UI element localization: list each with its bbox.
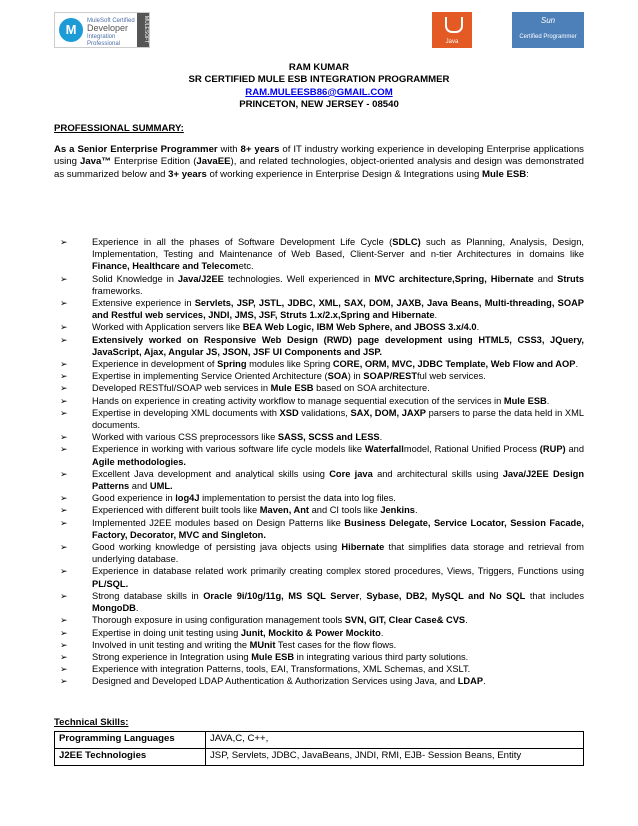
summary-bullet-item [58, 627, 584, 639]
summary-bullet-run: Extensive experience in [92, 298, 195, 309]
summary-bullet-run: etc. [238, 261, 254, 272]
summary-bullet-run: CORE, ORM, MVC, JDBC Template, Web Flow and AOP [332, 359, 576, 370]
summary-bullet-run: Good working knowledge of persisting java objects using [92, 542, 342, 553]
arrow-bullet-icon: ➢ [60, 371, 68, 382]
sun-badge-sub: Certified Programmer [519, 34, 577, 40]
mulesoft-certification-logo [54, 12, 150, 48]
summary-bullet-run: parsers to parse the data held in XML documents. [92, 407, 584, 431]
summary-bullet-run: ) in [347, 371, 364, 382]
java-badge-label: Java [445, 39, 459, 45]
summary-bullet-run: SASS, SCSS and LESS [277, 432, 380, 443]
summary-bullet-run: Designed and Developed LDAP Authentication & Authorization Services using Java, and [92, 676, 458, 687]
summary-bullet-run: (RUP) [539, 444, 566, 455]
summary-bullet-run: LDAP [457, 676, 484, 687]
summary-bullet-run: Spring [217, 359, 247, 370]
summary-bullet-run: that simplifies data storage and retrieval from underlying database. [92, 542, 584, 565]
summary-bullet-run: Java/J2EE [177, 273, 224, 284]
summary-bullet-run: . [476, 322, 480, 333]
summary-bullet-run: XSD [279, 407, 299, 418]
summary-bullet-item [58, 651, 584, 663]
candidate-location: PRINCETON, NEW JERSEY - 08540 [239, 99, 399, 111]
mule-badge-line2: Developer [87, 23, 129, 33]
summary-bullet-run: Strong database skills in [92, 590, 204, 601]
summary-bullet-run: Good experience in [92, 493, 176, 504]
summary-bullet-item [58, 541, 584, 565]
summary-bullet-item [58, 443, 584, 467]
arrow-bullet-icon: ➢ [60, 322, 68, 333]
summary-intro-run: 8+ years [240, 144, 280, 155]
arrow-bullet-icon: ➢ [60, 298, 68, 309]
skills-value: JAVA,C, C++, [206, 732, 584, 749]
summary-bullet-item [58, 382, 584, 394]
summary-bullet-item [58, 468, 584, 492]
summary-bullet-run: Worked with various CSS preprocessors like [92, 432, 278, 443]
skills-row [55, 732, 584, 749]
summary-bullet-run: SOA [327, 371, 348, 382]
summary-bullet-run: Waterfall [364, 444, 404, 455]
summary-bullet-run: Servlets, JSP, JSTL, JDBC, XML, SAX, DOM, JAXB, Java Beans, Multi-threading, SOAP and Restful web services, JNDI, JMS, JSF, Struts 1.x/2.x,Spring and Hibernate [92, 298, 584, 321]
java-certified-icon [445, 17, 463, 33]
summary-bullet-run: Experience in working with various software life cycle models like [92, 444, 365, 455]
summary-bullet-run: Excellent Java development and analytical skills using [92, 468, 330, 479]
arrow-bullet-icon: ➢ [60, 407, 68, 418]
summary-bullet-run: implementation to persist the data into log files. [199, 493, 396, 504]
arrow-bullet-icon: ➢ [60, 517, 68, 528]
summary-bullet-item [58, 236, 584, 273]
summary-bullet-run: and [129, 481, 150, 492]
summary-bullet-run: Agile methodologies. [92, 456, 187, 467]
arrow-bullet-icon: ➢ [60, 639, 68, 650]
summary-bullet-run: Maven, Ant [259, 505, 310, 516]
summary-bullet-run: model, Rational Unified Process [403, 444, 540, 455]
summary-bullet-run: Experience with integration Patterns, tools, EAI, Transformations, XML Schemas, and XSLT. [92, 664, 471, 675]
summary-bullet-run: MongoDB [92, 603, 136, 614]
candidate-title: SR CERTIFIED MULE ESB INTEGRATION PROGRAMMER [188, 74, 450, 86]
summary-bullet-run: Experienced with different built tools like [92, 505, 260, 516]
sun-badge [512, 12, 584, 48]
arrow-bullet-icon: ➢ [60, 468, 68, 479]
arrow-bullet-icon: ➢ [60, 664, 68, 675]
summary-bullet-run: that includes [525, 590, 584, 601]
candidate-email-link[interactable]: RAM.MULEESB86@GMAIL.COM [245, 86, 393, 98]
summary-bullet-run: , [359, 590, 367, 601]
mule-badge-line1: MuleSoft Certified [87, 18, 135, 24]
summary-bullet-run: Test cases for the flow flows. [275, 639, 397, 650]
summary-bullet-run: . [380, 627, 384, 638]
summary-bullet-run: BEA Web Logic, IBM Web Sphere, and JBOSS 3.x/4.0 [242, 322, 477, 333]
summary-intro-run: Mule ESB [481, 168, 527, 180]
summary-bullet-run: such as Planning, Analysis, Design, Implementation, Testing and Maintenance of Web Based, Client-Server and n-tier Architectures in domains like [92, 237, 584, 260]
summary-bullet-run: Developed RESTful/SOAP web services in [92, 383, 271, 394]
summary-bullet-run: . [575, 359, 579, 370]
summary-intro-run: 3+ years [168, 168, 207, 180]
summary-bullet-run: Solid Knowledge in [92, 273, 178, 284]
arrow-bullet-icon: ➢ [60, 627, 68, 638]
arrow-bullet-icon: ➢ [60, 566, 68, 577]
summary-intro-run: Enterprise Edition ( [110, 156, 197, 168]
summary-bullet-run: Implemented J2EE modules based on Design Patterns like [92, 517, 345, 528]
summary-bullet-run: Java/J2EE Design Patterns [92, 468, 585, 492]
summary-intro-run: of IT industry working experience in developing Enterprise applications using [54, 144, 584, 168]
summary-bullet-run: Mule ESB [270, 383, 314, 394]
sun-badge-label: Sun [540, 16, 556, 25]
mule-logo-icon: M [59, 18, 83, 42]
summary-bullet-run: Thorough exposure in using configuration management tools [92, 615, 345, 626]
arrow-bullet-icon: ➢ [60, 542, 68, 553]
summary-bullet-run: SDLC) [392, 237, 421, 247]
arrow-bullet-icon: ➢ [60, 359, 68, 370]
skills-category: Programming Languages [55, 732, 206, 749]
summary-bullet-run: . [379, 432, 383, 443]
summary-bullet-run: ful web services. [417, 371, 486, 382]
summary-bullet-run: . [465, 615, 468, 626]
summary-bullet-run: Experience in database related work primarily creating complex stored procedures, Views, Triggers, Functions using [92, 566, 584, 577]
technical-skills-table [54, 731, 584, 766]
summary-bullet-run: . [434, 310, 438, 321]
mule-badge-line3: Integration Professional [87, 34, 121, 47]
summary-bullet-run: Expertise in doing unit testing using [92, 627, 241, 638]
summary-bullet-run: Experience in all the phases of Software Development Life Cycle ( [92, 237, 393, 247]
summary-bullet-item [58, 407, 584, 431]
summary-bullet-run: SAX, DOM, JAXP [350, 407, 426, 418]
summary-bullet-item [58, 358, 584, 370]
summary-bullet-run: Jenkins [380, 505, 415, 516]
java-badge [432, 12, 472, 48]
summary-bullet-item [58, 614, 584, 626]
summary-bullet-item [58, 492, 584, 504]
summary-bullet-run: Experience in development of [92, 359, 218, 370]
summary-heading: PROFESSIONAL SUMMARY: [54, 123, 184, 134]
candidate-name: RAM KUMAR [288, 62, 350, 73]
summary-bullet-item [58, 273, 584, 297]
summary-bullet-run: Involved in unit testing and writing the [92, 639, 250, 650]
summary-intro-run: : [526, 168, 529, 180]
summary-bullet-run: SOAP/REST [363, 371, 418, 382]
summary-bullet-run: Expertise in implementing Service Oriented Architecture ( [92, 371, 328, 382]
technical-skills-heading: Technical Skills: [54, 717, 129, 728]
arrow-bullet-icon: ➢ [60, 651, 68, 662]
summary-bullet-run: modules like Spring [246, 359, 333, 370]
summary-bullet-run: Struts [557, 273, 584, 284]
summary-bullet-run: based on SOA architecture. [313, 383, 430, 394]
summary-bullet-run: frameworks. [92, 285, 143, 296]
resume-header [0, 62, 638, 112]
summary-bullet-item [58, 504, 584, 516]
summary-bullet-run: . [546, 395, 550, 406]
arrow-bullet-icon: ➢ [60, 383, 68, 394]
summary-bullet-run: Mule ESB [503, 395, 547, 406]
summary-bullet-run: Extensively worked on Responsive Web Design (RWD) page development using HTML5, CSS3, JQuery, JavaScript, Ajax, Angular JS, JSON, JSF UI Components and JSP. [92, 334, 584, 357]
summary-bullet-run: and [565, 444, 584, 455]
summary-bullet-item [58, 431, 584, 443]
summary-bullet-run: validations, [298, 407, 351, 418]
arrow-bullet-icon: ➢ [60, 237, 68, 247]
summary-bullet-list [58, 236, 584, 688]
summary-bullet-run: . [483, 676, 486, 687]
summary-bullet-run: log4J [175, 493, 200, 504]
summary-bullet-run: Core java [329, 468, 373, 479]
summary-intro-run: JavaEE [196, 156, 231, 168]
summary-bullet-item [58, 321, 584, 333]
arrow-bullet-icon: ➢ [60, 676, 68, 687]
summary-bullet-item [58, 675, 584, 687]
arrow-bullet-icon: ➢ [60, 273, 68, 284]
summary-bullet-run: Junit, Mockito & Power Mockito [240, 627, 381, 638]
summary-intro-run: ), and related technologies, object-oriented analysis and design was demonstrated as summarized below and [54, 156, 585, 180]
summary-bullet-run: Mule ESB [251, 651, 295, 662]
mule-side-label: MULESOFT [137, 13, 149, 47]
mule-badge [54, 12, 150, 48]
arrow-bullet-icon: ➢ [60, 444, 68, 455]
summary-bullet-run: Expertise in developing XML documents with [92, 407, 280, 418]
summary-bullet-run: Strong experience in Integration using [92, 651, 252, 662]
summary-intro-run: Java™ [80, 156, 111, 168]
summary-bullet-item [58, 370, 584, 382]
arrow-bullet-icon: ➢ [60, 493, 68, 504]
skills-category: J2EE Technologies [55, 749, 206, 766]
summary-bullet-run: . [135, 603, 139, 614]
summary-intro-run: As a Senior Enterprise Programmer [54, 144, 218, 155]
summary-bullet-run: in integrating various third party solutions. [294, 651, 469, 662]
summary-bullet-run: Oracle 9i/10g/11g, MS SQL Server [203, 590, 360, 601]
summary-bullet-run: and architectural skills using [372, 468, 503, 479]
summary-bullet-run: Business Delegate, Service Locator, Session Facade, Factory, Decorator, MVC and Singleton. [92, 517, 584, 540]
summary-bullet-run: and [533, 273, 558, 284]
summary-bullet-item [58, 395, 584, 407]
summary-bullet-item [58, 334, 584, 358]
java-certification-logo [432, 12, 582, 48]
summary-bullet-run: Finance, Healthcare and Telecom [92, 261, 239, 272]
summary-intro-run: of working experience in Enterprise Design & Integrations using [206, 168, 482, 180]
summary-bullet-run: MVC architecture,Spring, Hibernate [374, 273, 534, 284]
arrow-bullet-icon: ➢ [60, 505, 68, 516]
summary-bullet-run: Worked with Application servers like [92, 322, 243, 333]
summary-bullet-run: . [414, 505, 418, 516]
summary-bullet-item [58, 639, 584, 651]
summary-bullet-run: and CI tools like [309, 505, 381, 516]
arrow-bullet-icon: ➢ [60, 395, 68, 406]
summary-bullet-run: UML. [149, 481, 173, 492]
summary-bullet-item [58, 565, 584, 589]
arrow-bullet-icon: ➢ [60, 432, 68, 443]
arrow-bullet-icon: ➢ [60, 590, 68, 601]
summary-bullet-run: PL/SQL. [92, 578, 129, 589]
skills-row [55, 749, 584, 766]
summary-intro-run: with [217, 144, 241, 155]
summary-bullet-item [58, 297, 584, 321]
summary-bullet-run: Sybase, DB2, MySQL and No SQL [366, 590, 526, 601]
summary-bullet-run: Hibernate [341, 542, 385, 553]
summary-bullet-run: MUnit [249, 639, 276, 650]
summary-bullet-item [58, 517, 584, 541]
summary-bullet-run: Hands on experience in creating activity workflow to manage sequential execution of the services in [92, 395, 504, 406]
summary-bullet-run: technologies. Well experienced in [223, 273, 375, 284]
summary-bullet-item [58, 590, 584, 614]
skills-value: JSP, Servlets, JDBC, JavaBeans, JNDI, RMI, EJB- Session Beans, Entity [206, 749, 584, 766]
summary-bullet-item [58, 663, 584, 675]
arrow-bullet-icon: ➢ [60, 334, 68, 345]
summary-intro [54, 144, 584, 181]
arrow-bullet-icon: ➢ [60, 615, 68, 626]
summary-bullet-run: SVN, GIT, Clear Case& CVS [344, 615, 466, 626]
